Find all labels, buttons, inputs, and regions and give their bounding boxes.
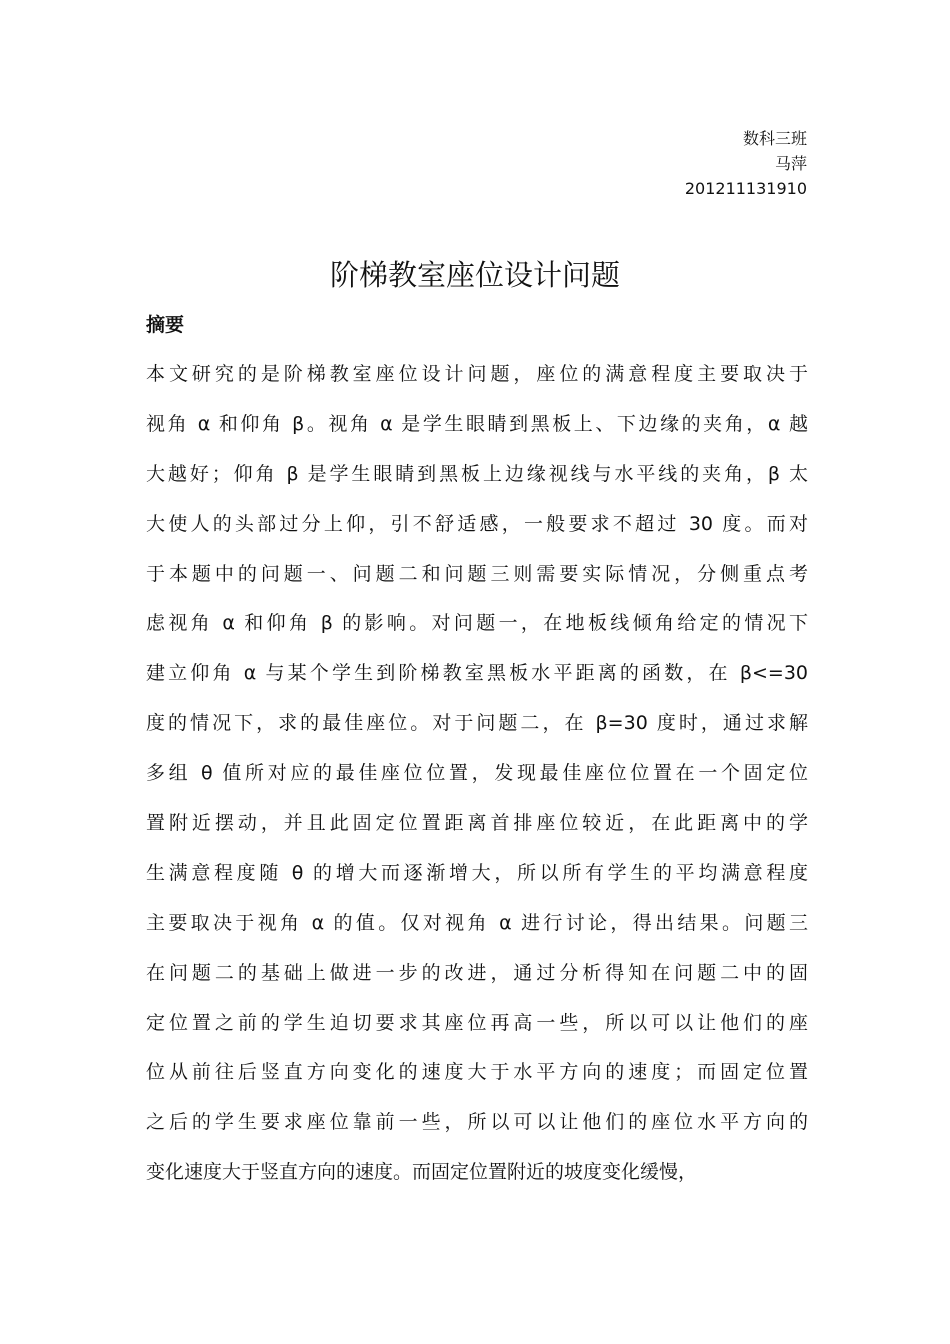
abstract-line: 变化速度大于竖直方向的速度。而固定位置附近的坡度变化缓慢，: [146, 1161, 698, 1184]
abstract-line: 在问题二的基础上做进一步的改进，通过分析得知在问题二中的固: [146, 961, 808, 984]
abstract-line: 虑视角 α 和仰角 β 的影响。对问题一，在地板线倾角给定的情况下: [146, 612, 808, 635]
abstract-heading: 摘要: [146, 314, 185, 336]
abstract-line: 主要取决于视角 α 的值。仅对视角 α 进行讨论，得出结果。问题三: [146, 911, 808, 934]
abstract-line: 本文研究的是阶梯教室座位设计问题，座位的满意程度主要取决于: [146, 363, 808, 385]
class-name: 数科三班: [742, 129, 807, 148]
abstract-line: 之后的学生要求座位靠前一些，所以可以让他们的座位水平方向的: [146, 1111, 808, 1134]
abstract-line: 度的情况下，求的最佳座位。对于问题二，在 β=30 度时，通过求解: [146, 712, 808, 735]
abstract-line: 置附近摆动，并且此固定位置距离首排座位较近，在此距离中的学: [146, 812, 808, 835]
author-name: 马萍: [774, 154, 807, 173]
abstract-line: 视角 α 和仰角 β。视角 α 是学生眼睛到黑板上、下边缘的夹角，α 越: [146, 412, 808, 435]
abstract-line: 定位置之前的学生迫切要求其座位再高一些，所以可以让他们的座: [146, 1011, 808, 1034]
student-id: 201211131910: [684, 179, 807, 198]
abstract-line: 大越好；仰角 β 是学生眼睛到黑板上边缘视线与水平线的夹角，β 太: [146, 462, 808, 485]
abstract-body: [146, 356, 808, 1204]
author-info: [685, 126, 807, 201]
abstract-line: 建立仰角 α 与某个学生到阶梯教室黑板水平距离的函数，在 β<=30: [146, 662, 808, 685]
abstract-line: 于本题中的问题一、问题二和问题三则需要实际情况，分侧重点考: [146, 562, 808, 585]
document-title: 阶梯教室座位设计问题: [329, 258, 620, 292]
abstract-line: 位从前往后竖直方向变化的速度大于水平方向的速度；而固定位置: [146, 1061, 808, 1084]
abstract-line: 生满意程度随 θ 的增大而逐渐增大，所以所有学生的平均满意程度: [146, 861, 808, 884]
abstract-line: 多组 θ 值所对应的最佳座位位置，发现最佳座位位置在一个固定位: [146, 762, 808, 785]
abstract-line: 大使人的头部过分上仰，引不舒适感，一般要求不超过 30 度。而对: [146, 512, 808, 535]
